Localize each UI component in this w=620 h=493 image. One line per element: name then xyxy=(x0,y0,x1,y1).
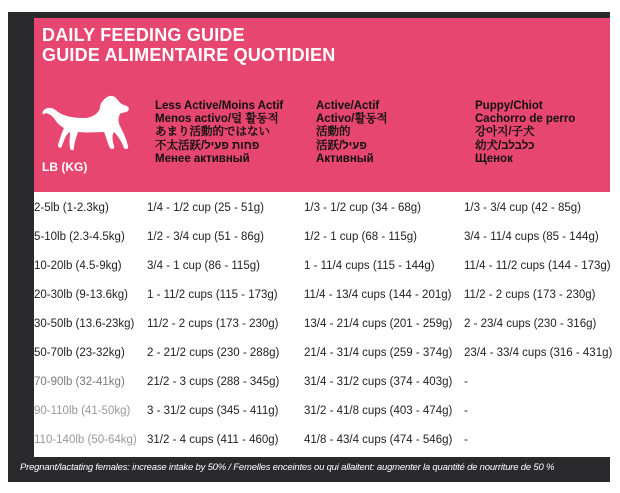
table-row xyxy=(34,223,610,252)
active-cell: 31/2 - 41/8 cups (403 - 474g) xyxy=(304,405,453,417)
weight-cell: 5-10lb (2.3-4.5kg) xyxy=(34,231,125,243)
table-row xyxy=(34,194,610,223)
header-line: 강아지/子犬 xyxy=(475,126,535,139)
header-active xyxy=(316,100,388,166)
table-row xyxy=(34,368,610,397)
puppy-cell: 3/4 - 11/4 cups (85 - 144g) xyxy=(464,231,599,243)
footer-note: Pregnant/lactating females: increase intake by 50% / Femelles enceintes ou qui allaitent: augmenter la quantité de nourriture de 50 % xyxy=(20,462,555,473)
active-cell: 41/8 - 43/4 cups (474 - 546g) xyxy=(304,434,453,446)
dog-silhouette-icon xyxy=(40,90,136,156)
weight-cell: 70-90lb (32-41kg) xyxy=(34,376,125,388)
table-row xyxy=(34,252,610,281)
weight-cell: 90-110lb (41-50kg) xyxy=(34,405,131,417)
puppy-cell: - xyxy=(464,405,468,417)
weight-cell: 2-5lb (1-2.3kg) xyxy=(34,202,109,214)
puppy-cell: - xyxy=(464,434,468,446)
table-row xyxy=(34,397,610,426)
header-line: 不太活跃/פחות פעיל xyxy=(155,139,260,152)
title-english: DAILY FEEDING GUIDE xyxy=(42,25,245,45)
active-cell: 1/3 - 1/2 cup (34 - 68g) xyxy=(304,202,421,214)
less-active-cell: 11/2 - 2 cups (173 - 230g) xyxy=(147,318,279,330)
active-cell: 31/4 - 31/2 cups (374 - 403g) xyxy=(304,376,453,388)
title-french: GUIDE ALIMENTAIRE QUOTIDIEN xyxy=(42,45,336,65)
header-line: 幼犬/כלבלב xyxy=(475,139,535,152)
weight-cell: 20-30lb (9-13.6kg) xyxy=(34,289,128,301)
active-cell: 11/4 - 13/4 cups (144 - 201g) xyxy=(304,289,452,301)
header-less-active xyxy=(155,100,283,166)
table-row xyxy=(34,339,613,368)
puppy-cell: 11/2 - 2 cups (173 - 230g) xyxy=(464,289,596,301)
puppy-cell: 2 - 23/4 cups (230 - 316g) xyxy=(464,318,597,330)
weight-cell: 50-70lb (23-32kg) xyxy=(34,347,125,359)
header-puppy xyxy=(475,100,575,166)
table-row xyxy=(34,281,610,310)
header-line: Щенок xyxy=(475,152,513,165)
active-cell: 1 - 11/4 cups (115 - 144g) xyxy=(304,260,435,272)
active-cell: 21/4 - 31/4 cups (259 - 374g) xyxy=(304,347,453,359)
header-line: 活動的 xyxy=(316,126,351,139)
header-line: あまり活動的ではない xyxy=(155,126,270,139)
active-cell: 13/4 - 21/4 cups (201 - 259g) xyxy=(304,318,453,330)
weight-cell: 10-20lb (4.5-9kg) xyxy=(34,260,122,272)
less-active-cell: 1/2 - 3/4 cup (51 - 86g) xyxy=(147,231,264,243)
puppy-cell: 23/4 - 33/4 cups (316 - 431g) xyxy=(464,347,613,359)
puppy-cell: 1/3 - 3/4 cup (42 - 85g) xyxy=(464,202,581,214)
less-active-cell: 1 - 11/2 cups (115 - 173g) xyxy=(147,289,278,301)
header-line: Puppy/Chiot xyxy=(475,100,543,112)
header-line: Menos activo/덜 활동적 xyxy=(155,113,279,126)
header-line: Active/Actif xyxy=(316,100,380,112)
weight-cell: 110-140lb (50-64kg) xyxy=(34,434,137,446)
active-cell: 1/2 - 1 cup (68 - 115g) xyxy=(304,231,417,243)
table-row xyxy=(34,310,610,339)
header-line: Cachorro de perro xyxy=(475,113,576,126)
header-line: Активный xyxy=(316,152,374,165)
less-active-cell: 1/4 - 1/2 cup (25 - 51g) xyxy=(147,202,264,214)
less-active-cell: 21/2 - 3 cups (288 - 345g) xyxy=(147,376,280,388)
header-line: Activo/활동적 xyxy=(316,113,388,126)
less-active-cell: 3/4 - 1 cup (86 - 115g) xyxy=(147,260,260,272)
less-active-cell: 3 - 31/2 cups (345 - 411g) xyxy=(147,405,279,417)
less-active-cell: 2 - 21/2 cups (230 - 288g) xyxy=(147,347,280,359)
puppy-cell: - xyxy=(464,376,468,388)
table-row xyxy=(34,426,610,455)
header-line: Less Active/Moins Actif xyxy=(155,100,284,112)
weight-column-header: LB (KG) xyxy=(42,160,88,174)
less-active-cell: 31/2 - 4 cups (411 - 460g) xyxy=(147,434,279,446)
weight-cell: 30-50lb (13.6-23kg) xyxy=(34,318,135,330)
puppy-cell: 11/4 - 11/2 cups (144 - 173g) xyxy=(464,260,611,272)
header-line: Менее активный xyxy=(155,152,250,165)
header-line: 活跃/פעיל xyxy=(316,139,367,152)
